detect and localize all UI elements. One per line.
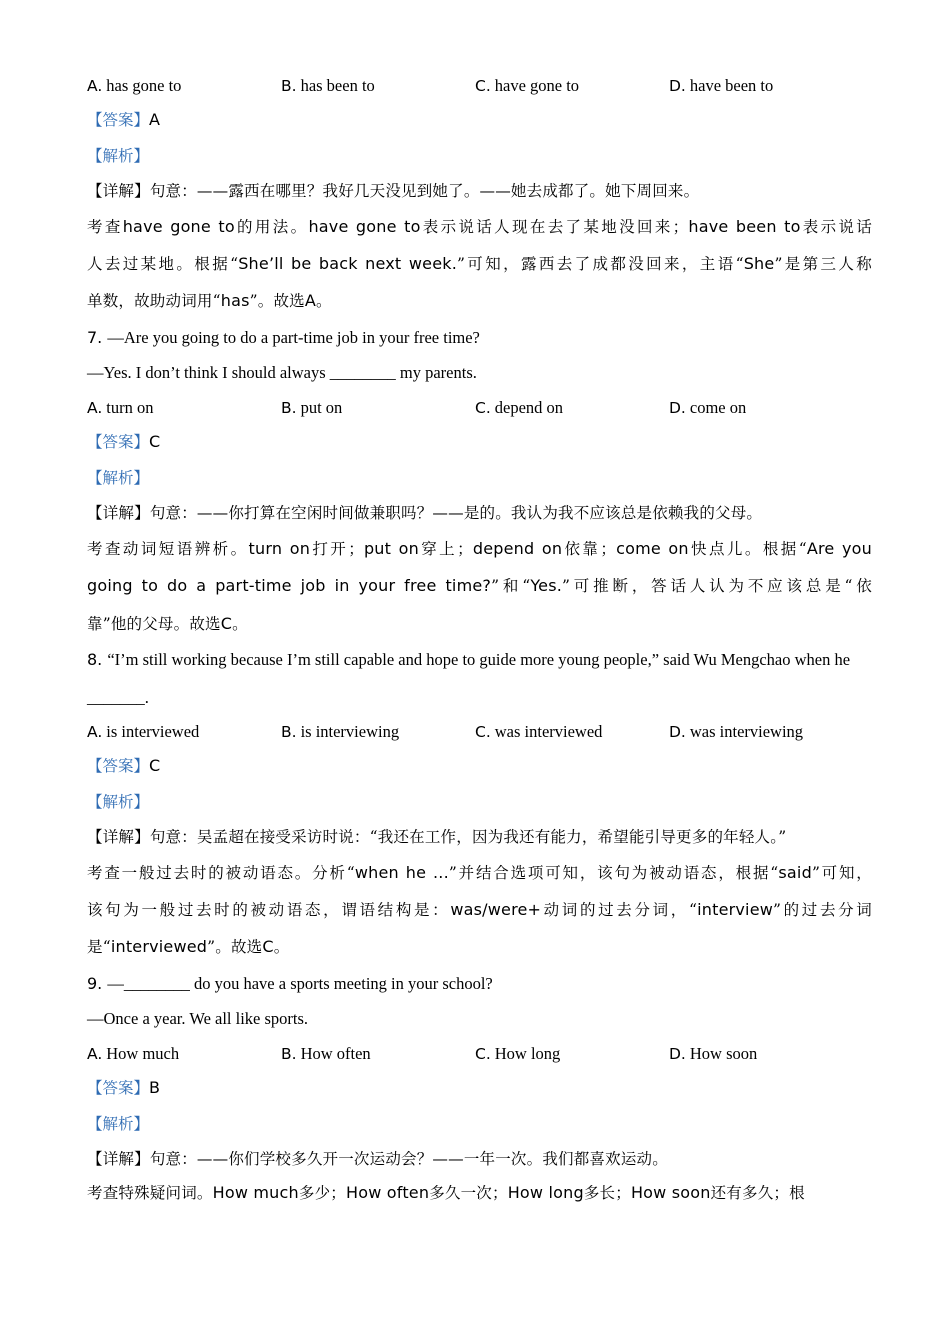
q9-option-b: B. How often <box>281 1044 371 1063</box>
q9-detail: 【详解】句意：——你们学校多久开一次运动会？——一年一次。我们都喜欢运动。 <box>87 1150 668 1168</box>
q8-options <box>87 722 887 742</box>
q8-stem-1: 8. “I’m still working because I’m still capable and hope to guide more young people,” said Wu Mengchao when he <box>87 650 851 669</box>
q8-analysis-label: 【解析】 <box>87 793 150 811</box>
q7-detail: 【详解】句意：——你打算在空闲时间做兼职吗？——是的。我认为我不应该总是依赖我的父母。 <box>87 504 763 522</box>
q7-options <box>87 398 887 418</box>
q7-option-a: A. turn on <box>87 398 154 417</box>
q6-answer: 【答案】A <box>87 110 160 129</box>
q7-option-b: B. put on <box>281 398 343 417</box>
q6-options <box>87 76 887 96</box>
q8-explanation-line-3: 是“interviewed”。故选C。 <box>87 937 290 956</box>
q6-explanation-line-3: 单数，故助动词用“has”。故选A。 <box>87 291 332 310</box>
q9-option-d: D. How soon <box>669 1044 758 1063</box>
q7-stem-2: —Yes. I don’t think I should always ________ my parents. <box>87 363 477 382</box>
q8-detail: 【详解】句意：吴孟超在接受采访时说：“我还在工作，因为我还有能力，希望能引导更多的年轻人。” <box>87 828 787 846</box>
q7-explanation-line-3: 靠”他的父母。故选C。 <box>87 614 248 633</box>
q7-analysis-label: 【解析】 <box>87 469 150 487</box>
q9-explanation-line-1: 考查特殊疑问词。How much多少；How often多久一次；How long多长；How soon还有多久；根 <box>87 1183 805 1202</box>
q6-option-d: D. have been to <box>669 76 774 95</box>
q9-options <box>87 1044 887 1064</box>
q7-answer: 【答案】C <box>87 432 161 451</box>
q6-option-b: B. has been to <box>281 76 375 95</box>
q9-answer: 【答案】B <box>87 1078 160 1097</box>
q6-detail: 【详解】句意：——露西在哪里？我好几天没见到她了。——她去成都了。她下周回来。 <box>87 182 700 200</box>
q6-explanation-line-2: 人去过某地。根据“She’ll be back next week.”可知，露西去了成都没回来，主语“She”是第三人称 <box>87 254 872 273</box>
q9-option-a: A. How much <box>87 1044 180 1063</box>
q8-explanation-line-1: 考查一般过去时的被动语态。分析“when he ...”并结合选项可知，该句为被动语态，根据“said”可知， <box>87 863 872 882</box>
q7-explanation-line-1: 考查动词短语辨析。turn on打开；put on穿上；depend on依靠；come on快点儿。根据“Are you <box>87 539 872 558</box>
q7-stem-1: 7. —Are you going to do a part-time job in your free time? <box>87 328 480 347</box>
q8-stem-2: _______. <box>87 688 149 707</box>
q6-option-c: C. have gone to <box>475 76 580 95</box>
q8-option-c: C. was interviewed <box>475 722 603 741</box>
q7-option-c: C. depend on <box>475 398 564 417</box>
q8-option-a: A. is interviewed <box>87 722 200 741</box>
q7-option-d: D. come on <box>669 398 747 417</box>
q9-stem-1: 9. —________ do you have a sports meeting in your school? <box>87 974 493 993</box>
q8-explanation-line-2: 该句为一般过去时的被动语态，谓语结构是：was/were+动词的过去分词，“interview”的过去分词 <box>87 900 873 919</box>
q9-stem-2: —Once a year. We all like sports. <box>87 1009 309 1028</box>
q8-answer: 【答案】C <box>87 756 161 775</box>
q6-analysis-label: 【解析】 <box>87 147 150 165</box>
q8-option-b: B. is interviewing <box>281 722 400 741</box>
q8-option-d: D. was interviewing <box>669 722 804 741</box>
q7-explanation-line-2: going to do a part-time job in your free time?”和“Yes.”可推断，答话人认为不应该总是“依 <box>87 576 872 595</box>
q6-explanation-line-1: 考查have gone to的用法。have gone to表示说话人现在去了某地没回来；have been to表示说话 <box>87 217 872 236</box>
q9-option-c: C. How long <box>475 1044 561 1063</box>
q6-option-a: A. has gone to <box>87 76 182 95</box>
q9-analysis-label: 【解析】 <box>87 1115 150 1133</box>
